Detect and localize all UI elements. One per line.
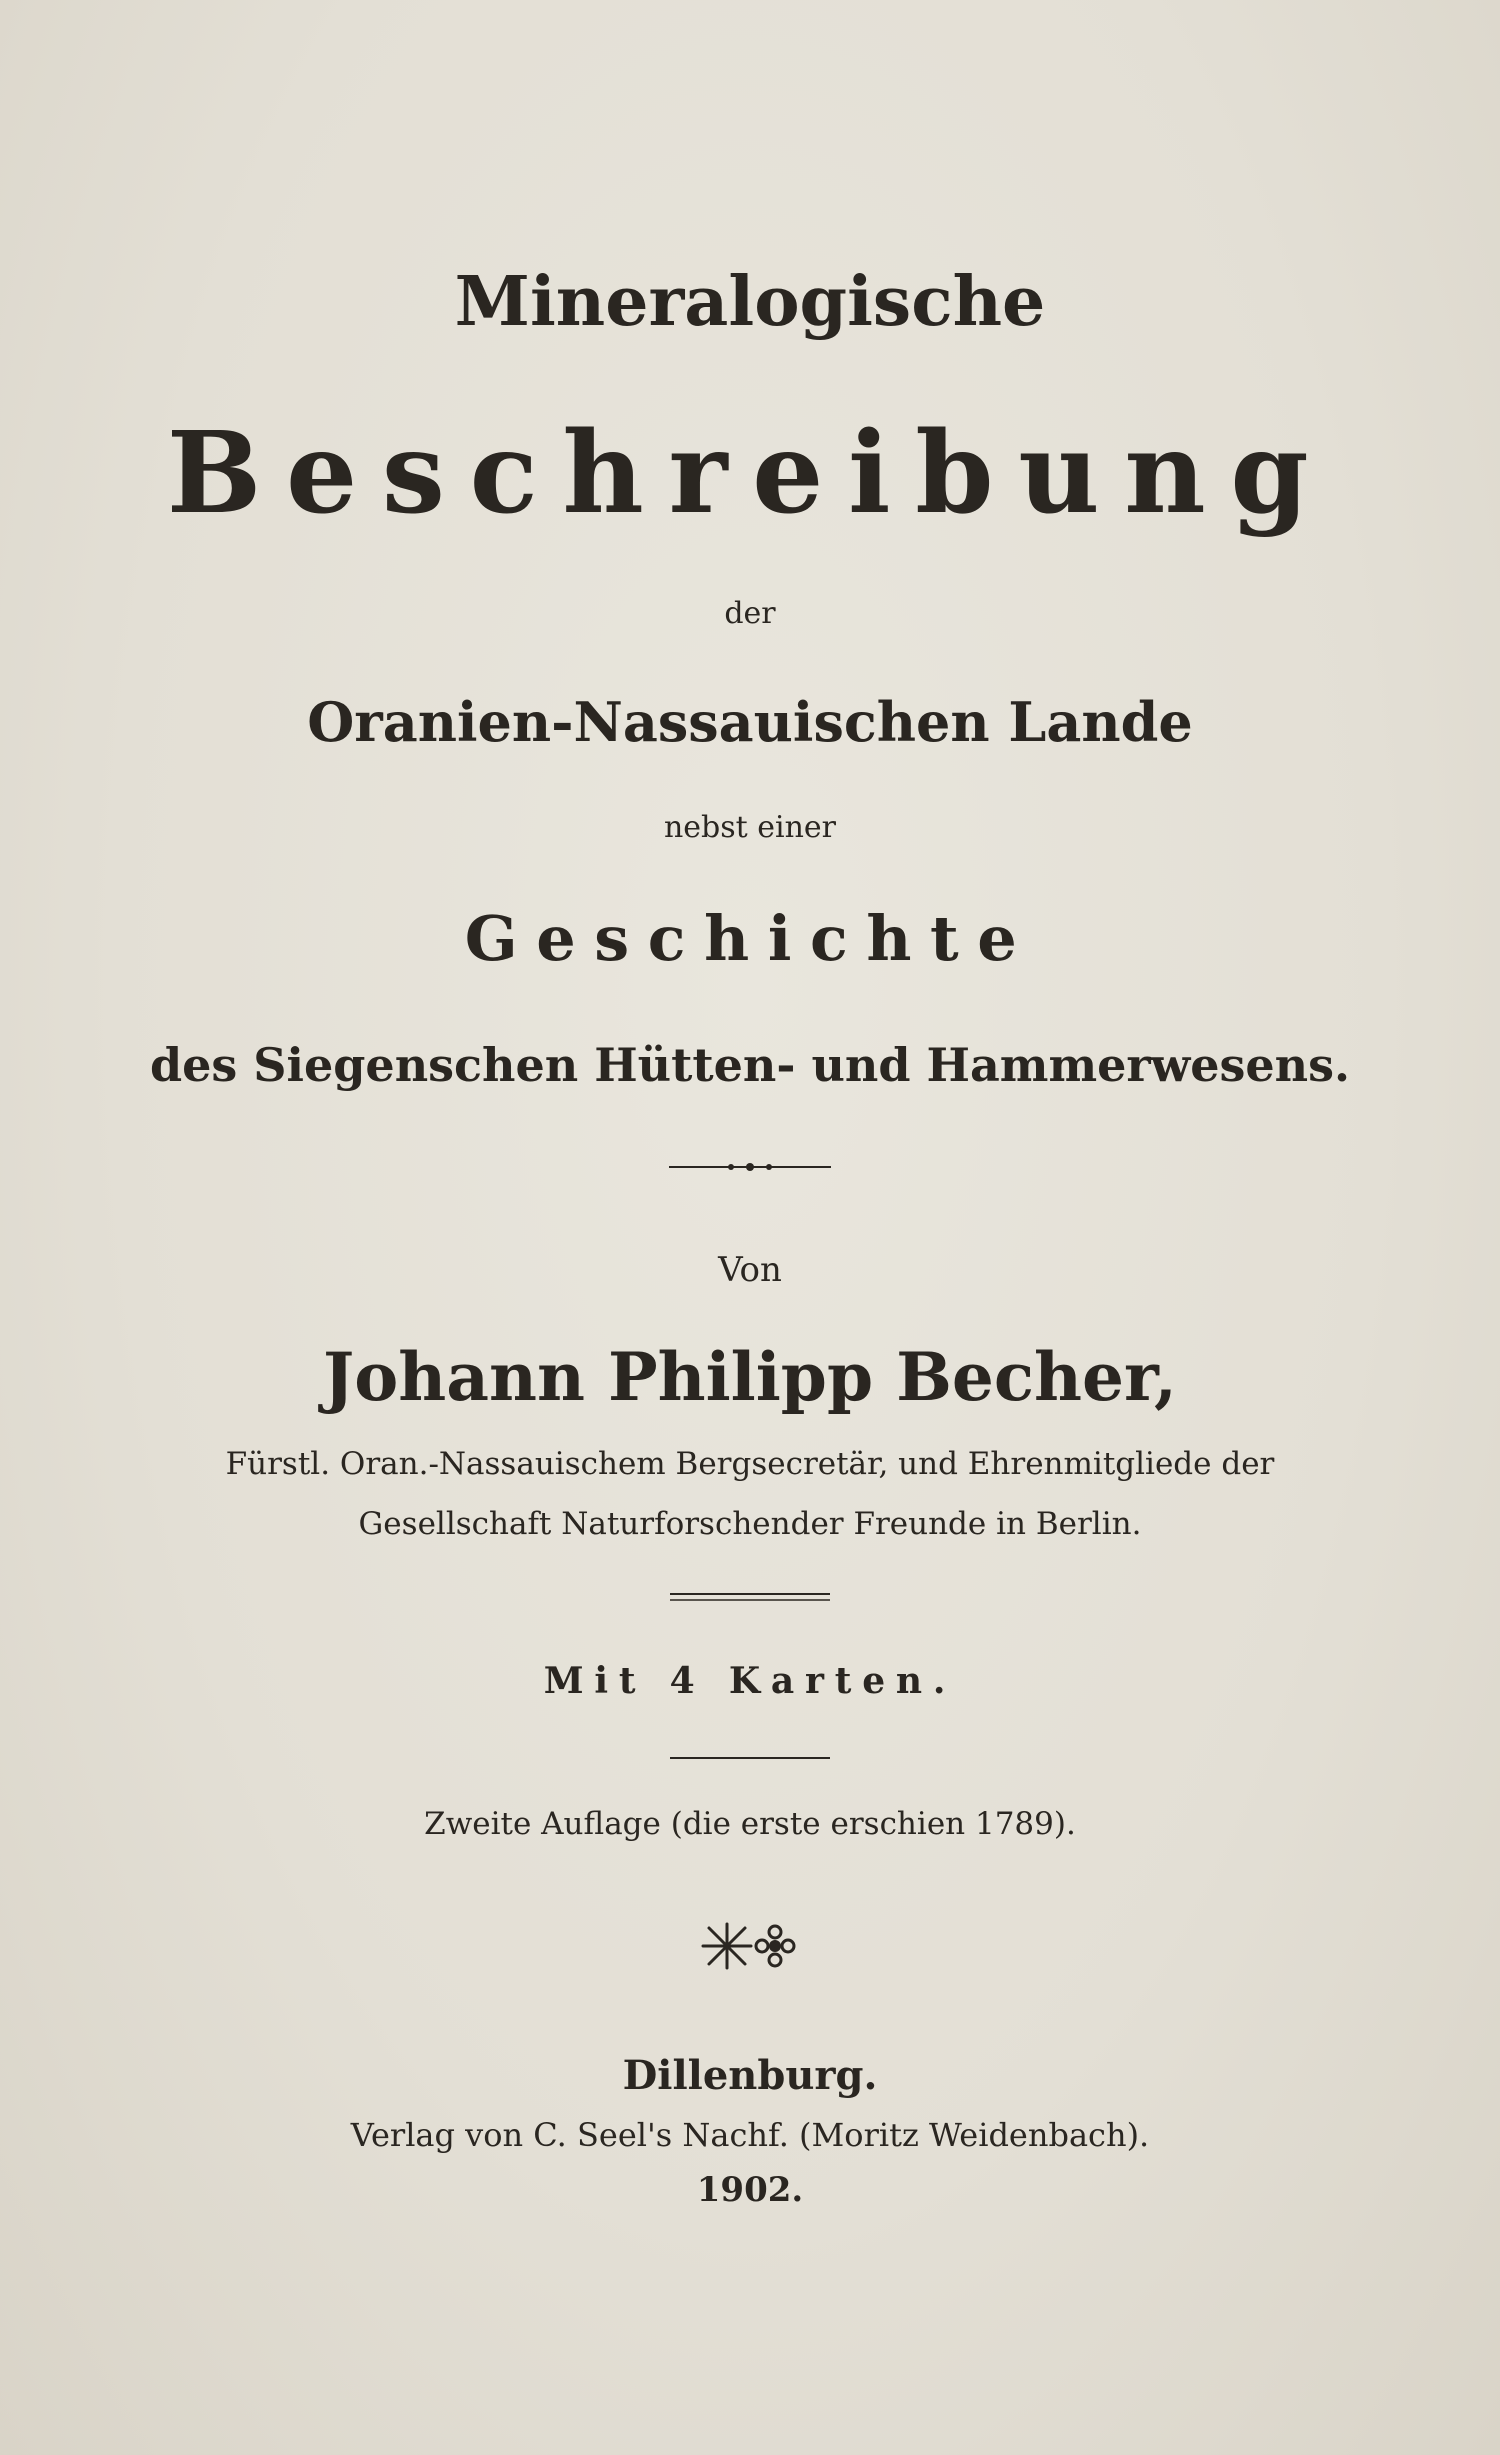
subject-title: Oranien-Nassauischen Lande	[307, 690, 1193, 754]
publisher: Verlag von C. Seel's Nachf. (Moritz Weidenbach).	[350, 2116, 1150, 2154]
title-line-3: Geschichte	[464, 902, 1036, 975]
double-rule	[670, 1592, 830, 1602]
publication-place: Dillenburg.	[622, 2052, 878, 2099]
thin-rule	[670, 1756, 830, 1760]
maps-note: Mit 4 Karten.	[543, 1660, 957, 1702]
edition-note: Zweite Auflage (die erste erschien 1789).	[424, 1806, 1076, 1842]
title-line-2: Beschreibung	[166, 408, 1334, 539]
connector-nebst-einer: nebst einer	[663, 810, 837, 845]
ornamental-rule	[665, 1160, 835, 1174]
author-role-line-2: Gesellschaft Naturforschender Freunde in Berlin.	[358, 1506, 1142, 1542]
connector-der: der	[724, 596, 776, 631]
subtitle: des Siegenschen Hütten- und Hammerwesens.	[149, 1038, 1351, 1092]
author-role-line-1: Fürstl. Oran.-Nassauischem Bergsecretär, und Ehrenmitgliede der	[225, 1446, 1275, 1482]
by-label: Von	[718, 1250, 782, 1290]
publication-year: 1902.	[696, 2170, 804, 2210]
title-line-1: Mineralogische	[454, 262, 1046, 342]
floral-ornament-icon	[695, 1916, 805, 1976]
author-name: Johann Philipp Becher,	[323, 1338, 1177, 1416]
